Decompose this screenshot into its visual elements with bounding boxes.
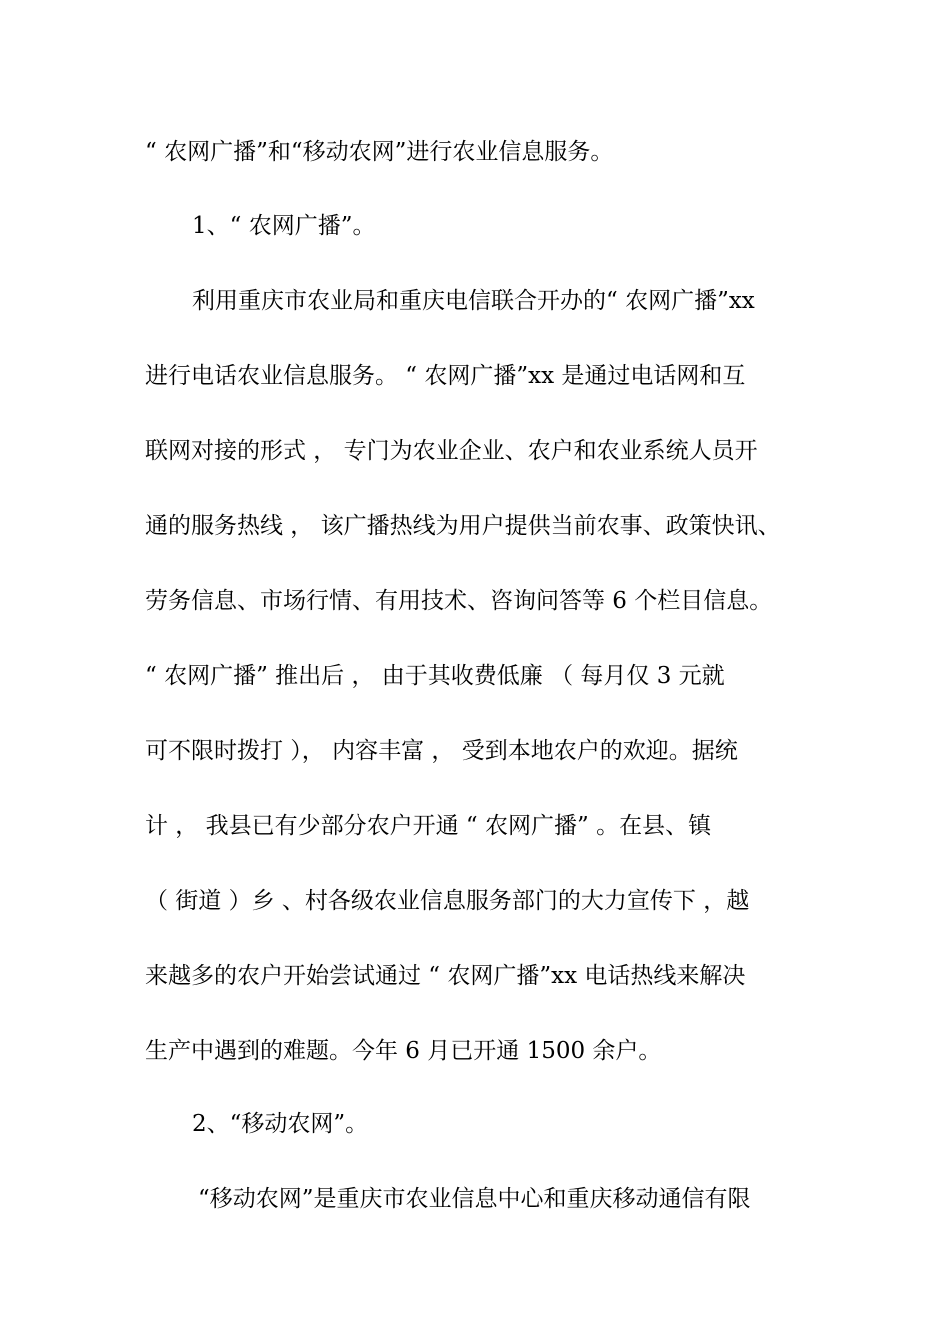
text-line: 联网对接的形式 ， 专门为农业企业、农户和农业系统人员开: [145, 438, 758, 464]
text-line: 来越多的农户开始尝试通过 “ 农网广播”xx 电话热线来解决: [145, 963, 746, 989]
text-line: （ 街道 ）乡 、村各级农业信息服务部门的大力宣传下 ，越: [145, 888, 750, 914]
text-line: 生产中遇到的难题。今年 6 月已开通 1500 余户。: [145, 1038, 662, 1064]
text-line: 计 ， 我县已有少部分农户开通 “ 农网广播” 。在县、镇: [145, 813, 712, 839]
text-line: “移动农网”是重庆市农业信息中心和重庆移动通信有限: [198, 1186, 751, 1212]
text-line: 进行电话农业信息服务。 “ 农网广播”xx 是通过电话网和互: [145, 363, 746, 389]
text-line: 通的服务热线 ， 该广播热线为用户提供当前农事、政策快讯、: [145, 513, 781, 539]
text-line: 劳务信息、市场行情、有用技术、咨询问答等 6 个栏目信息。: [145, 588, 773, 614]
text-line: “ 农网广播”和“移动农网”进行农业信息服务。: [145, 139, 614, 165]
section-heading: 1、“ 农网广播”。: [192, 213, 376, 239]
section-heading: 2、“移动农网”。: [192, 1111, 369, 1137]
text-line: “ 农网广播” 推出后 ， 由于其收费低廉 （ 每月仅 3 元就: [145, 663, 725, 689]
text-line: 利用重庆市农业局和重庆电信联合开办的“ 农网广播”xx: [192, 288, 755, 314]
text-line: 可不限时拨打 ）， 内容丰富 ， 受到本地农户的欢迎。据统: [145, 738, 738, 764]
